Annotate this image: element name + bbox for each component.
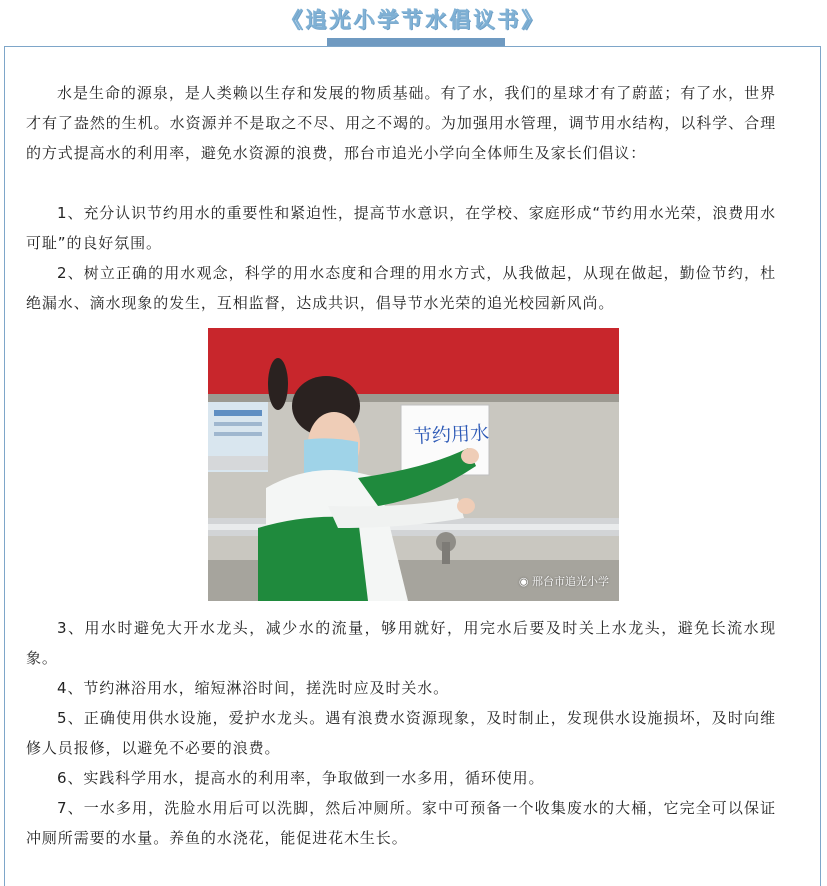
photo-illustration (208, 328, 619, 601)
page-title: 《追光小学节水倡议书》 (281, 8, 546, 32)
photo-watermark (519, 573, 609, 589)
item-paragraph: 2、树立正确的用水观念，科学的用水态度和合理的用水方式，从我做起，从现在做起，勤俭节约，杜绝漏水、滴水现象的发生，互相监督，达成共识，倡导节水光荣的追光校园新风尚。 (26, 264, 776, 312)
intro-paragraph: 水是生命的源泉，是人类赖以生存和发展的物质基础。有了水，我们的星球才有了蔚蓝；有了水，世界才有了盎然的生机。水资源并不是取之不尽、用之不竭的。为加强用水管理，调节用水结构，以科学、合理的方式提高水的利用率，避免水资源的浪费，邢台市追光小学向全体师生及家长们倡议： (26, 84, 776, 162)
item-paragraph: 4、节约淋浴用水，缩短淋浴时间，搓洗时应及时关水。 (57, 679, 450, 697)
photo-sign-text: 节约用水 (412, 422, 490, 448)
article-photo (208, 328, 619, 601)
paragraph-gap (26, 168, 776, 198)
watermark-text: 邢台市追光小学 (532, 575, 609, 588)
title-area (0, 0, 827, 46)
item-paragraph: 6、实践科学用水，提高水的利用率，争取做到一水多用，循环使用。 (57, 769, 545, 787)
article-body (26, 78, 776, 853)
wechat-icon: ◉ (518, 575, 529, 588)
item-paragraph: 3、用水时避免大开水龙头，减少水的流量，够用就好，用完水后要及时关上水龙头，避免长流水现象。 (26, 619, 776, 667)
item-paragraph: 5、正确使用供水设施，爱护水龙头。遇有浪费水资源现象，及时制止，发现供水设施损坏，及时向维修人员报修，以避免不必要的浪费。 (26, 709, 776, 757)
item-paragraph: 7、一水多用，洗脸水用后可以洗脚，然后冲厕所。家中可预备一个收集废水的大桶，它完全可以保证冲厕所需要的水量。养鱼的水浇花，能促进花木生长。 (26, 799, 776, 847)
title-underline-bar (327, 38, 505, 46)
item-paragraph: 1、充分认识节约用水的重要性和紧迫性，提高节水意识，在学校、家庭形成“节约用水光荣，浪费用水可耻”的良好氛围。 (26, 204, 776, 252)
